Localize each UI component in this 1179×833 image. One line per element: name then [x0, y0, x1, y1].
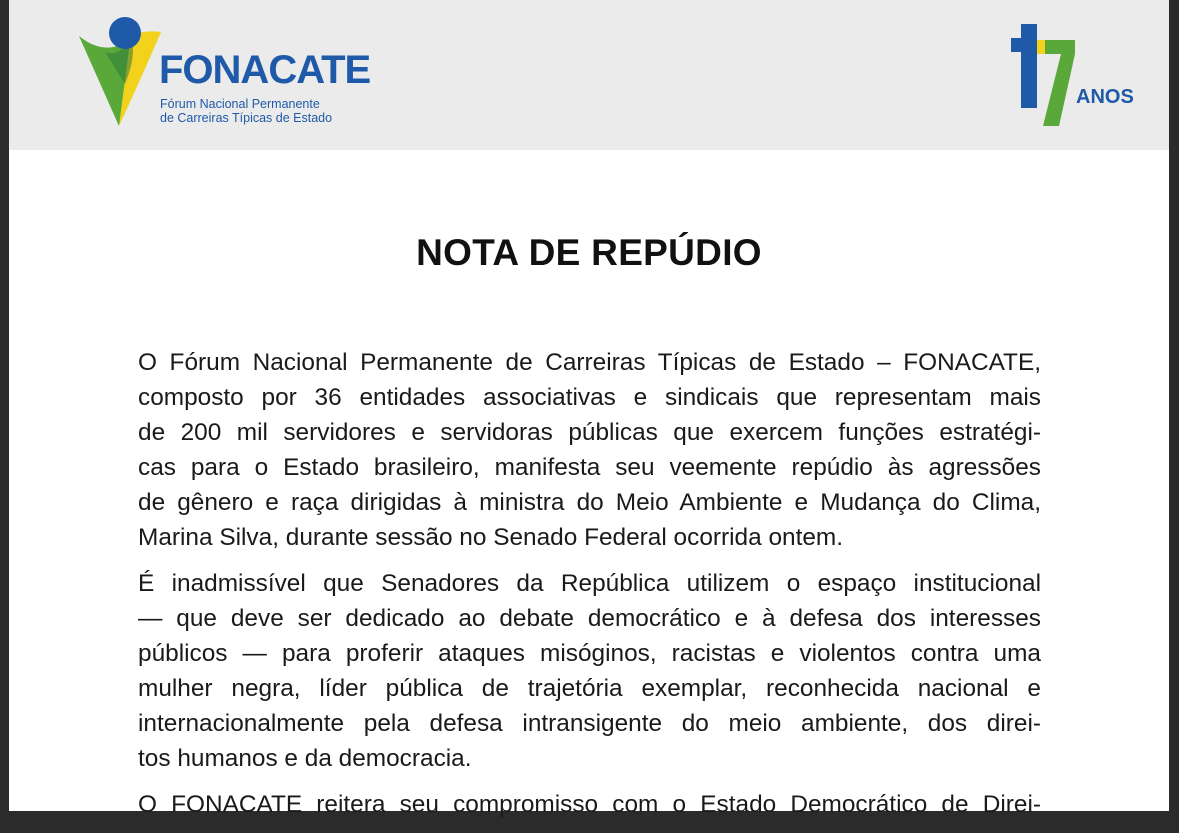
- document-body: [138, 345, 1041, 833]
- text-line: públicos — para proferir ataques misóginos, racistas e violentos contra uma: [138, 640, 1041, 667]
- logo-subtitle: [160, 97, 332, 125]
- text-line: de 200 mil servidores e servidoras públicas que exercem funções estratégi-: [138, 419, 1041, 446]
- text-line: tos humanos e da democracia.: [138, 745, 472, 772]
- document-title: NOTA DE REPÚDIO: [416, 232, 762, 273]
- fonacate-emblem-icon: [71, 14, 163, 130]
- text-line: cas para o Estado brasileiro, manifesta seu veemente repúdio às agressões: [138, 454, 1041, 481]
- letterhead: [9, 0, 1169, 150]
- text-line: O FONACATE reitera seu compromisso com o Estado Democrático de Direi-: [138, 791, 1041, 818]
- text-line: internacionalmente pela defesa intransigente do meio ambiente, dos direi-: [138, 710, 1041, 737]
- 17-anos-logo: [1009, 18, 1134, 130]
- paragraph: [138, 345, 1041, 555]
- anos-label: ANOS: [1076, 86, 1134, 108]
- document-page: [9, 0, 1169, 818]
- logo-subtitle-line: de Carreiras Típicas de Estado: [160, 111, 333, 125]
- text-line: composto por 36 entidades associativas e sindicais que representam mais: [138, 384, 1041, 411]
- text-line: de gênero e raça dirigidas à ministra do Meio Ambiente e Mudança do Clima,: [138, 489, 1041, 516]
- text-line: Marina Silva, durante sessão no Senado Federal ocorrida ontem.: [138, 524, 844, 551]
- text-line: O Fórum Nacional Permanente de Carreiras Típicas de Estado – FONACATE,: [138, 349, 1041, 376]
- text-line: mulher negra, líder pública de trajetória exemplar, reconhecida nacional e: [138, 675, 1041, 702]
- logo-name: FONACATE: [159, 48, 371, 92]
- paragraph: [138, 566, 1041, 776]
- paragraph: [138, 787, 1041, 822]
- logo-subtitle-line: Fórum Nacional Permanente: [160, 97, 320, 111]
- fonacate-logo: [71, 14, 371, 134]
- text-line: — que deve ser dedicado ao debate democrático e à defesa dos interesses: [138, 605, 1041, 632]
- text-line: É inadmissível que Senadores da República utilizem o espaço institucional: [138, 570, 1041, 597]
